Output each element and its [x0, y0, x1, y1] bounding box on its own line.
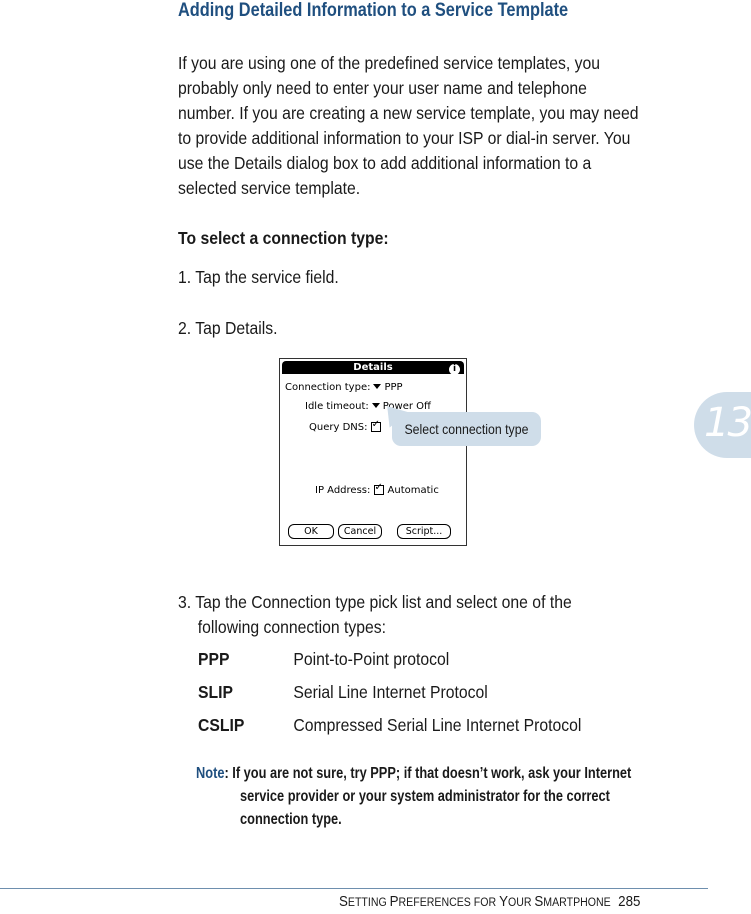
- footer-rule: [0, 888, 708, 889]
- footer-smallcaps: REFERENCES FOR: [398, 897, 500, 909]
- running-footer: [339, 894, 640, 910]
- connection-type-row: [285, 382, 403, 393]
- page-number: 285: [618, 894, 641, 910]
- footer-smallcaps: ETTING: [347, 897, 390, 909]
- info-icon[interactable]: i: [449, 364, 460, 375]
- dropdown-triangle-icon[interactable]: [372, 403, 380, 408]
- note-line-3: connection type.: [240, 811, 342, 828]
- definition-term: PPP: [198, 649, 230, 669]
- footer-smallcaps: OUR: [507, 897, 535, 909]
- query-dns-row: [309, 422, 385, 433]
- definition-row: [198, 682, 488, 703]
- definition-row: [198, 649, 449, 670]
- procedure-title: To select a connection type:: [178, 228, 389, 248]
- callout-label: [392, 412, 541, 446]
- footer-cap: S: [339, 894, 348, 910]
- cancel-button[interactable]: Cancel: [338, 524, 382, 539]
- definition-desc: Point-to-Point protocol: [293, 649, 450, 669]
- idle-timeout-row: [305, 401, 431, 412]
- step-3-line-2: following connection types:: [197, 617, 387, 637]
- query-dns-checkbox[interactable]: [371, 422, 381, 432]
- footer-smallcaps: MARTPHONE: [543, 897, 611, 909]
- note-label: Note: [196, 765, 225, 782]
- connection-type-label: Connection type:: [285, 382, 371, 393]
- ip-address-row: [315, 485, 439, 496]
- step-2: 2. Tap Details.: [178, 318, 278, 338]
- note-line-2: service provider or your system administrator for the correct: [240, 788, 610, 805]
- ip-address-label: IP Address:: [315, 485, 371, 496]
- section-heading: Adding Detailed Information to a Service Template: [178, 0, 569, 21]
- connection-type-picklist[interactable]: PPP: [384, 382, 403, 393]
- dialog-title-text: Details: [353, 362, 393, 373]
- step-1: 1. Tap the service field.: [178, 267, 339, 287]
- definition-desc: Compressed Serial Line Internet Protocol: [293, 715, 582, 735]
- step-3-line-1: 3. Tap the Connection type pick list and select one of the: [178, 592, 572, 612]
- footer-cap: S: [534, 894, 544, 910]
- ok-button[interactable]: OK: [288, 524, 334, 539]
- ip-address-value: Automatic: [387, 485, 439, 496]
- idle-timeout-picklist[interactable]: Power Off: [382, 401, 431, 412]
- definition-row: [198, 715, 581, 736]
- callout-text: Select connection type: [404, 421, 529, 437]
- script-button[interactable]: Script...: [397, 524, 451, 539]
- footer-cap: Y: [499, 894, 508, 910]
- dialog-title: [282, 361, 464, 374]
- details-dialog-screenshot: [279, 358, 467, 546]
- definition-term: CSLIP: [198, 715, 245, 735]
- ip-address-checkbox[interactable]: [374, 485, 384, 495]
- footer-cap: P: [389, 894, 399, 910]
- query-dns-label: Query DNS:: [309, 422, 368, 433]
- dropdown-triangle-icon[interactable]: [373, 384, 381, 389]
- definition-term: SLIP: [198, 682, 234, 702]
- note-line-1: : If you are not sure, try PPP; if that doesn’t work, ask your Internet: [224, 765, 632, 782]
- step-3: [178, 590, 646, 640]
- idle-timeout-label: Idle timeout:: [305, 401, 369, 412]
- intro-paragraph: If you are using one of the predefined service templates, you probably only need to enter your user name and telephone number. If you are creating a new service template, you may need to provide additional information to your ISP or dial-in server. You use the Details dialog box to add additional information to a selected service template.: [178, 53, 639, 198]
- note-block: [196, 762, 692, 831]
- chapter-number: 13: [704, 400, 751, 446]
- definition-desc: Serial Line Internet Protocol: [293, 682, 488, 702]
